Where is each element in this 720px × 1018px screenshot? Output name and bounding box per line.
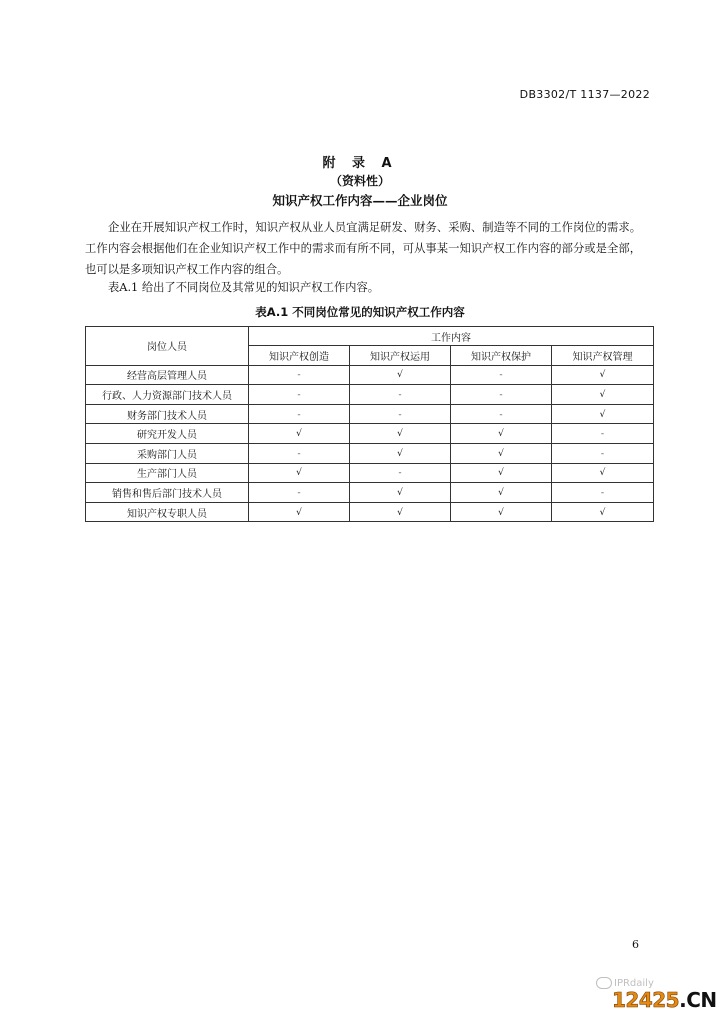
content-cell: [249, 443, 350, 463]
content-cell: [451, 502, 552, 522]
content-cell: [552, 443, 654, 463]
content-cell: [451, 424, 552, 444]
content-cell: [350, 443, 451, 463]
table-row: [86, 502, 654, 522]
content-cell: [552, 385, 654, 405]
table-row: [86, 483, 654, 503]
content-cell: [451, 483, 552, 503]
content-cell: [552, 502, 654, 522]
check-mark: √: [599, 389, 606, 400]
content-cell: [350, 463, 451, 483]
check-mark: √: [397, 507, 403, 518]
content-cell: [350, 424, 451, 444]
role-cell: 研究开发人员: [86, 424, 249, 444]
check-mark: √: [498, 468, 504, 479]
dash-mark: -: [398, 389, 402, 400]
dash-mark: -: [600, 487, 605, 498]
dash-mark: -: [297, 487, 301, 498]
content-cell: [451, 463, 552, 483]
content-cell: [451, 404, 552, 424]
dash-mark: -: [600, 448, 605, 459]
roles-table: [85, 326, 654, 522]
dash-mark: -: [297, 409, 301, 420]
content-cell: [249, 404, 350, 424]
role-cell: 财务部门技术人员: [86, 404, 249, 424]
content-cell: [552, 365, 654, 385]
table-row: [86, 424, 654, 444]
dash-mark: -: [398, 409, 402, 420]
dash-mark: -: [297, 370, 301, 381]
annex-type: （资料性）: [329, 174, 390, 188]
annex-name: 知识产权工作内容——企业岗位: [272, 193, 448, 208]
check-mark: √: [498, 429, 504, 440]
paragraph-intro: 企业在开展知识产权工作时，知识产权从业人员宜满足研发、财务、采购、制造等不同的工作岗位的需求。工作内容会根据他们在企业知识产权工作中的需求而有所不同，可从事某一知识产权工作内容的部分或是全部，也可以是多项知识产权工作内容的组合。: [85, 221, 641, 276]
content-cell: [350, 502, 451, 522]
table-row: [86, 404, 654, 424]
dash-mark: -: [499, 370, 503, 381]
check-mark: √: [599, 409, 606, 420]
role-cell: 经营高层管理人员: [86, 365, 249, 385]
table-caption: 表A.1 不同岗位常见的知识产权工作内容: [255, 305, 465, 319]
dash-mark: -: [499, 409, 503, 420]
dash-mark: -: [398, 468, 402, 479]
column-header: 知识产权保护: [451, 346, 552, 366]
check-mark: √: [296, 429, 302, 440]
site-logo: [612, 988, 717, 1012]
content-cell: [249, 502, 350, 522]
dash-mark: -: [297, 389, 301, 400]
check-mark: √: [498, 448, 504, 459]
content-cell: [350, 404, 451, 424]
site-logo-tld: .CN: [679, 988, 717, 1012]
check-mark: √: [599, 468, 606, 479]
content-cell: [249, 483, 350, 503]
dash-mark: -: [600, 429, 605, 440]
table-body: [86, 365, 654, 522]
paragraph-table-ref: 表A.1 给出了不同岗位及其常见的知识产权工作内容。: [108, 281, 380, 294]
annex-title: 附 录 A: [322, 156, 398, 171]
check-mark: √: [397, 370, 403, 381]
role-cell: 知识产权专职人员: [86, 502, 249, 522]
wechat-icon: [596, 977, 612, 989]
check-mark: √: [397, 487, 403, 498]
content-cell: [451, 365, 552, 385]
content-cell: [451, 443, 552, 463]
content-cell: [350, 365, 451, 385]
content-cell: [451, 385, 552, 405]
content-cell: [249, 463, 350, 483]
role-cell: 生产部门人员: [86, 463, 249, 483]
content-cell: [350, 483, 451, 503]
role-cell: 行政、人力资源部门技术人员: [86, 385, 249, 405]
site-logo-main: 12425: [612, 988, 680, 1012]
column-header: 知识产权运用: [350, 346, 451, 366]
check-mark: √: [498, 487, 504, 498]
dash-mark: -: [499, 389, 503, 400]
content-cell: [350, 385, 451, 405]
check-mark: √: [498, 507, 504, 518]
check-mark: √: [599, 370, 606, 381]
check-mark: √: [296, 468, 302, 479]
column-header: 知识产权管理: [552, 346, 654, 366]
table-row: [86, 443, 654, 463]
table-row: [86, 463, 654, 483]
check-mark: √: [599, 507, 606, 518]
role-cell: 采购部门人员: [86, 443, 249, 463]
content-cell: [552, 404, 654, 424]
page-number: 6: [632, 938, 639, 951]
watermark-text: IPRdaily: [614, 978, 654, 989]
standard-code: DB3302/T 1137—2022: [519, 88, 650, 101]
content-cell: [552, 483, 654, 503]
role-cell: 销售和售后部门技术人员: [86, 483, 249, 503]
dash-mark: -: [297, 448, 301, 459]
content-cell: [249, 385, 350, 405]
check-mark: √: [397, 448, 403, 459]
column-header: 知识产权创造: [249, 346, 350, 366]
content-cell: [249, 365, 350, 385]
content-cell: [552, 424, 654, 444]
table-row: [86, 365, 654, 385]
content-cell: [249, 424, 350, 444]
check-mark: √: [296, 507, 302, 518]
table-row: [86, 385, 654, 405]
check-mark: √: [397, 429, 403, 440]
group-header-work: 工作内容: [249, 327, 654, 346]
row-header-role: 岗位人员: [86, 327, 249, 366]
content-cell: [552, 463, 654, 483]
